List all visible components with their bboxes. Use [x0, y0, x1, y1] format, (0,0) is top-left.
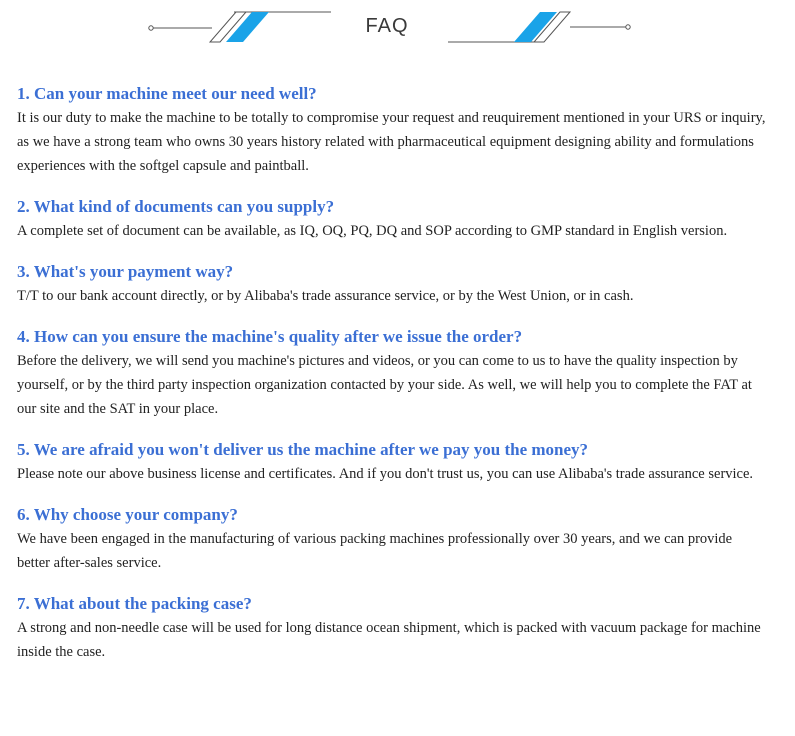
faq-item — [17, 503, 767, 575]
faq-question: 3. What's your payment way? — [17, 262, 234, 281]
faq-header — [0, 0, 795, 60]
faq-answer: We have been engaged in the manufacturing of various packing machines professionally over 30 years, and we can provide better after-sales service. — [17, 531, 733, 571]
faq-question: 7. What about the packing case? — [17, 594, 252, 613]
faq-answer: It is our duty to make the machine to be totally to compromise your request and reuquirement mentioned in your URS or inquiry, as we have a strong team who owns 30 years history related with pharmaceutical equipment designing ability and formulations experiences with the softgel capsule and paintball. — [17, 110, 766, 174]
faq-answer: Before the delivery, we will send you machine's pictures and videos, or you can come to us to have the quality inspection by yourself, or by the third party inspection organization contacted by your side. As well, we will help you to complete the FAT at our site and the SAT in your place. — [17, 353, 752, 417]
faq-question: 1. Can your machine meet our need well? — [17, 84, 317, 103]
faq-item — [17, 325, 767, 421]
faq-answer: A complete set of document can be available, as IQ, OQ, PQ, DQ and SOP according to GMP standard in English version. — [17, 223, 728, 239]
faq-question: 6. Why choose your company? — [17, 505, 238, 524]
faq-item — [17, 195, 767, 243]
faq-item — [17, 438, 767, 486]
faq-question: 5. We are afraid you won't deliver us the machine after we pay you the money? — [17, 440, 589, 459]
faq-question: 4. How can you ensure the machine's quality after we issue the order? — [17, 327, 523, 346]
faq-item — [17, 260, 767, 308]
faq-answer: Please note our above business license and certificates. And if you don't trust us, you can use Alibaba's trade assurance service. — [17, 466, 754, 482]
page-title: FAQ — [365, 15, 409, 37]
faq-item — [17, 82, 767, 178]
faq-item — [17, 592, 767, 664]
faq-answer: A strong and non-needle case will be used for long distance ocean shipment, which is packed with vacuum package for machine inside the case. — [17, 620, 761, 660]
faq-list — [17, 82, 767, 681]
faq-answer: T/T to our bank account directly, or by Alibaba's trade assurance service, or by the West Union, or in cash. — [17, 288, 634, 304]
faq-question: 2. What kind of documents can you supply? — [17, 197, 335, 216]
